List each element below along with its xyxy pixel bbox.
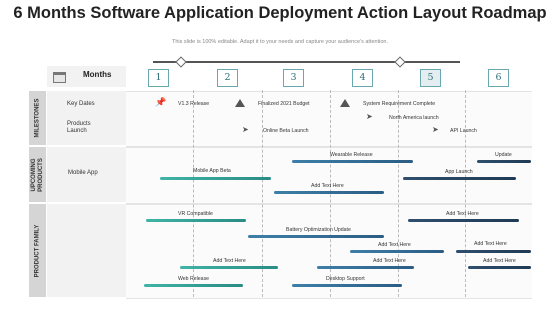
milestone-text: API Launch xyxy=(450,128,477,134)
month-4: 4 xyxy=(352,69,373,87)
warning-icon xyxy=(235,99,245,107)
milestone-text: North America launch xyxy=(389,115,439,121)
row-products-launch-1: Products xyxy=(67,121,91,127)
page-title: 6 Months Software Application Deployment Action Layout Roadmap xyxy=(13,4,547,22)
month-3: 3 xyxy=(283,69,304,87)
task-label: Wearable Release xyxy=(330,152,373,158)
rocket-icon: ➤ xyxy=(432,125,439,134)
gantt-bar xyxy=(274,191,384,194)
milestone-text: Finalized 2021 Budget xyxy=(258,101,310,107)
page-subtitle: This slide is 100% editable. Adapt it to your needs and capture your audience's attention. xyxy=(172,39,388,45)
task-label: Add Text Here xyxy=(446,211,479,217)
task-label: Add Text Here xyxy=(474,241,507,247)
task-label: Add Text Here xyxy=(483,258,516,264)
task-label: Desktop Support xyxy=(326,276,365,282)
grid-line xyxy=(465,90,466,297)
row-mobile-app: Mobile App xyxy=(68,170,98,176)
gantt-bar xyxy=(292,284,402,287)
milestone-text: Online Beta Launch xyxy=(263,128,309,134)
gantt-bar xyxy=(477,160,531,163)
row-key-dates: Key Dates xyxy=(67,101,95,107)
category-product-family xyxy=(29,204,46,297)
category-upcoming-products xyxy=(29,147,46,202)
gantt-bar xyxy=(144,284,243,287)
task-label: Add Text Here xyxy=(213,258,246,264)
category-milestones xyxy=(29,91,46,145)
gantt-bar xyxy=(248,235,384,238)
rocket-icon: ➤ xyxy=(366,112,373,121)
pushpin-icon: 📌 xyxy=(155,97,167,107)
timeline-line xyxy=(153,61,460,63)
category-label: UPCOMING PRODUCTS xyxy=(30,157,44,192)
task-label: Web Release xyxy=(178,276,210,282)
warning-icon xyxy=(340,99,350,107)
timeline-marker-diamond xyxy=(394,56,405,67)
row-label-cell xyxy=(47,204,126,297)
task-label: Add Text Here xyxy=(311,183,344,189)
gantt-bar xyxy=(456,250,531,253)
gantt-bar xyxy=(160,177,271,180)
month-5: 5 xyxy=(420,69,441,87)
month-6: 6 xyxy=(488,69,509,87)
category-label: PRODUCT FAMILY xyxy=(34,224,40,277)
milestone-text: V1.3 Release xyxy=(178,101,210,107)
gantt-bar xyxy=(180,266,278,269)
category-label: MILESTONES xyxy=(34,98,40,138)
task-label: Add Text Here xyxy=(373,258,406,264)
gantt-bar xyxy=(403,177,516,180)
band-milestones xyxy=(126,91,532,147)
band-upcoming xyxy=(126,147,532,204)
gantt-bar xyxy=(317,266,414,269)
gantt-bar xyxy=(146,219,246,222)
task-label: Mobile App Beta xyxy=(193,168,231,174)
gantt-bar xyxy=(408,219,519,222)
task-label: Battery Optimization Update xyxy=(286,227,351,233)
gantt-bar xyxy=(468,266,531,269)
row-label-cell xyxy=(47,91,126,145)
timeline-marker-diamond xyxy=(175,56,186,67)
row-products-launch-2: Launch xyxy=(67,128,87,134)
task-label: App Launch xyxy=(445,169,473,175)
month-2: 2 xyxy=(217,69,238,87)
task-label: Add Text Here xyxy=(378,242,411,248)
month-1: 1 xyxy=(148,69,169,87)
gantt-bar xyxy=(350,250,444,253)
task-label: VR Compatible xyxy=(178,211,213,217)
rocket-icon: ➤ xyxy=(242,125,249,134)
months-label: Months xyxy=(83,70,112,79)
task-label: Update xyxy=(495,152,512,158)
gantt-bar xyxy=(292,160,413,163)
milestone-text: System Requirement Complete xyxy=(363,101,436,107)
calendar-icon xyxy=(53,72,66,83)
